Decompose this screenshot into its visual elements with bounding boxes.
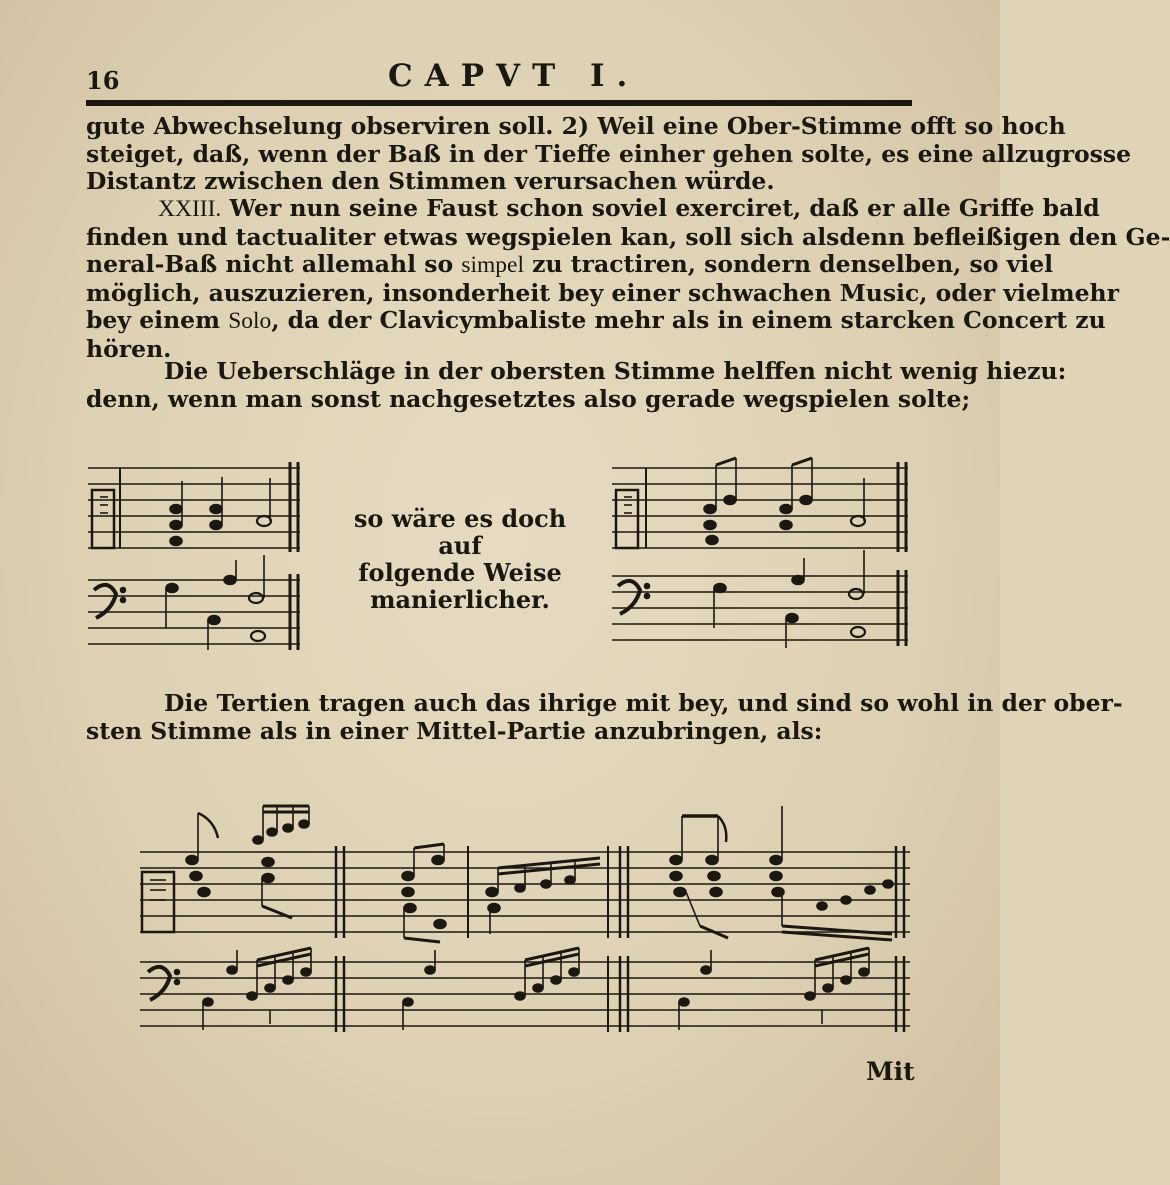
- page-number: 16: [86, 66, 120, 95]
- section-number: XXIII.: [158, 196, 222, 222]
- music-example-plain-bass: [88, 555, 300, 650]
- text-line: hören.: [86, 334, 172, 363]
- treble-clef-icon: [92, 490, 114, 548]
- text-line: Distantz zwischen den Stimmen verursachen würde.: [86, 167, 775, 195]
- catchword: Mit: [866, 1057, 915, 1086]
- between-examples-text: so wäre es doch auf folgende Weise manierlicher.: [353, 504, 567, 614]
- text-line: gute Abwechselung observiren soll. 2) Weil eine Ober-Stimme offt so hoch: [86, 112, 1066, 140]
- bass-clef-icon: [618, 581, 640, 614]
- text-line: denn, wenn man sonst nachgesetztes also gerade wegspielen solte;: [86, 384, 971, 413]
- bass-clef-icon: [94, 585, 116, 618]
- running-head: CAPVT I.: [388, 58, 640, 94]
- treble-clef-icon: [616, 490, 638, 548]
- music-example-ornamented-treble: [612, 458, 908, 552]
- text-line: sten Stimme als in einer Mittel-Partie anzubringen, als:: [86, 716, 823, 745]
- text-line: neral-Baß nicht allemahl so simpel zu tractiren, sondern denselben, so viel: [86, 250, 1054, 278]
- music-example-thirds-bass: [140, 948, 910, 1032]
- music-example-thirds-treble: [140, 806, 910, 942]
- treble-clef-icon: [142, 872, 174, 932]
- text-line: Die Tertien tragen auch das ihrige mit bey, und sind so wohl in der ober-: [164, 689, 1123, 717]
- text-line: Die Ueberschläge in der obersten Stimme helffen nicht wenig hiezu:: [164, 357, 1067, 385]
- music-example-plain-treble: [88, 462, 300, 552]
- text-line: XXIII. Wer nun seine Faust schon soviel exerciret, daß er alle Griffe bald: [158, 194, 1100, 222]
- text-line: möglich, auszuzieren, insonderheit bey einer schwachen Music, oder vielmehr: [86, 278, 1120, 307]
- text-line: steiget, daß, wenn der Baß in der Tieffe einher gehen solte, es eine allzugrosse: [86, 139, 1132, 168]
- text-line: finden und tactualiter etwas wegspielen kan, soll sich alsdenn befleißigen den Ge-: [86, 222, 1170, 251]
- text-line: bey einem Solo, da der Clavicymbaliste mehr als in einem starcken Concert zu: [86, 306, 1106, 334]
- bass-clef-icon: [148, 967, 170, 1000]
- music-example-ornamented-bass: [612, 550, 908, 648]
